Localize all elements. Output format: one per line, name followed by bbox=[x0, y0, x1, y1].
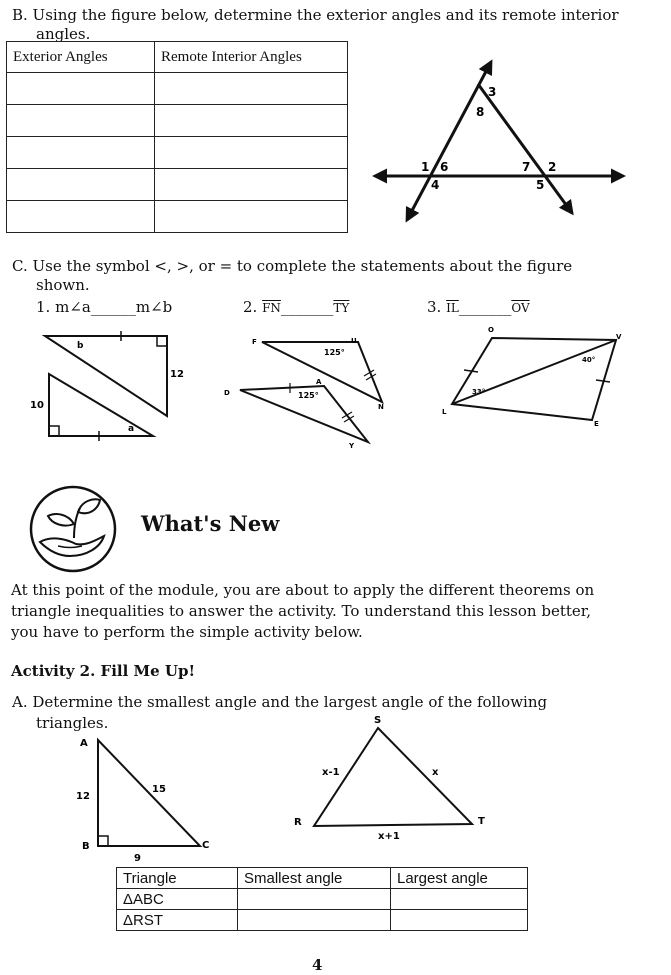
label-a: a bbox=[128, 424, 135, 434]
whats-new-heading: What's New bbox=[141, 511, 280, 536]
label-8: 8 bbox=[476, 105, 485, 119]
side-AB: 12 bbox=[76, 791, 90, 802]
angle-answer-table bbox=[116, 867, 528, 931]
figure-c2 bbox=[220, 330, 400, 455]
answer-cell[interactable] bbox=[7, 137, 155, 169]
whats-new-paragraph bbox=[11, 580, 623, 643]
label-V: V bbox=[616, 333, 622, 341]
activity-instruction-line2: triangles. bbox=[36, 714, 109, 732]
segment-fn: $\overline{FN}$ bbox=[262, 301, 281, 315]
item-number: 2. bbox=[243, 298, 258, 316]
answer-cell[interactable] bbox=[155, 73, 348, 105]
header-largest-angle: Largest angle bbox=[391, 868, 528, 889]
paragraph-line: At this point of the module, you are about to apply the different theorems on bbox=[11, 581, 595, 599]
label-N: N bbox=[378, 403, 384, 411]
answer-blank[interactable]: ______ bbox=[90, 298, 136, 316]
label-33: 33° bbox=[472, 388, 486, 396]
label-7: 7 bbox=[522, 160, 531, 174]
triangle-name: ΔRST bbox=[117, 910, 238, 931]
segment-il: $\overline{IL}$ bbox=[446, 301, 459, 315]
exterior-angles-figure bbox=[365, 58, 635, 233]
label-E: E bbox=[594, 420, 599, 428]
answer-cell[interactable] bbox=[7, 201, 155, 233]
side-RT: x+1 bbox=[378, 831, 400, 842]
label-40: 40° bbox=[582, 356, 596, 364]
side-RS: x-1 bbox=[322, 767, 340, 778]
right-line bbox=[478, 84, 572, 213]
vertex-C: C bbox=[202, 840, 210, 851]
label-O: O bbox=[488, 326, 494, 334]
section-b-instruction-line1: B. Using the figure below, determine the exterior angles and its remote interior bbox=[12, 6, 619, 24]
table-row bbox=[7, 201, 348, 233]
triangle-abc bbox=[70, 732, 220, 867]
table-header-row bbox=[117, 868, 528, 889]
answer-blank[interactable]: _______ bbox=[280, 298, 334, 316]
answer-cell[interactable] bbox=[391, 889, 528, 910]
vertex-B: B bbox=[82, 841, 90, 852]
seedling-hand-icon bbox=[28, 484, 118, 574]
answer-cell[interactable] bbox=[7, 169, 155, 201]
segment-ty: $\overline{TY}$ bbox=[333, 301, 350, 315]
answer-cell[interactable] bbox=[238, 889, 391, 910]
label-U: U bbox=[351, 337, 357, 345]
item-number: 3. bbox=[427, 298, 442, 316]
label-6: 6 bbox=[440, 160, 449, 174]
statement-2 bbox=[243, 297, 349, 318]
header-exterior-angles: Exterior Angles bbox=[7, 42, 155, 73]
label-125-top: 125° bbox=[324, 348, 345, 357]
header-remote-interior-angles: Remote Interior Angles bbox=[155, 42, 348, 73]
section-b-instruction-line2: angles. bbox=[36, 25, 91, 43]
label-4: 4 bbox=[431, 178, 440, 192]
paragraph-line: triangle inequalities to answer the activity. To understand this lesson better, bbox=[11, 602, 592, 620]
section-c-instruction-line1: C. Use the symbol <, >, or = to complete the statements about the figure bbox=[12, 257, 573, 275]
label-b: b bbox=[77, 341, 84, 351]
figure-c1 bbox=[25, 330, 185, 445]
label-Y: Y bbox=[349, 442, 355, 450]
activity-instruction-line1: A. Determine the smallest angle and the largest angle of the following bbox=[12, 693, 548, 711]
label-2: 2 bbox=[548, 160, 557, 174]
answer-cell[interactable] bbox=[7, 73, 155, 105]
answer-cell[interactable] bbox=[7, 105, 155, 137]
segment-ov: $\overline{OV}$ bbox=[511, 301, 530, 315]
label-125-bottom: 125° bbox=[298, 391, 319, 400]
table-row bbox=[117, 910, 528, 931]
figure-c3 bbox=[438, 322, 628, 432]
paragraph-line: you have to perform the simple activity below. bbox=[11, 623, 363, 641]
label-10: 10 bbox=[30, 400, 44, 411]
answer-cell[interactable] bbox=[238, 910, 391, 931]
answer-cell[interactable] bbox=[155, 105, 348, 137]
header-smallest-angle: Smallest angle bbox=[238, 868, 391, 889]
side-BC: 9 bbox=[134, 853, 141, 864]
vertex-S: S bbox=[374, 715, 382, 726]
table-row bbox=[7, 105, 348, 137]
header-triangle: Triangle bbox=[117, 868, 238, 889]
section-c-instruction-line2: shown. bbox=[36, 276, 90, 294]
label-1: 1 bbox=[421, 160, 430, 174]
side-AC: 15 bbox=[152, 784, 166, 795]
triangle-name: ΔABC bbox=[117, 889, 238, 910]
label-L: L bbox=[442, 408, 447, 416]
label-5: 5 bbox=[536, 178, 545, 192]
answer-cell[interactable] bbox=[155, 137, 348, 169]
table-row bbox=[7, 137, 348, 169]
table-row bbox=[7, 169, 348, 201]
label-A: A bbox=[316, 378, 322, 386]
label-D: D bbox=[224, 389, 230, 397]
triangle-rst bbox=[288, 710, 498, 845]
item-number: 1. bbox=[36, 298, 51, 316]
angle-b: m∠b bbox=[135, 298, 173, 316]
answer-cell[interactable] bbox=[155, 169, 348, 201]
answer-cell[interactable] bbox=[155, 201, 348, 233]
exterior-angles-table bbox=[6, 41, 348, 233]
page-number: 4 bbox=[312, 956, 323, 974]
table-row bbox=[7, 73, 348, 105]
label-3: 3 bbox=[488, 85, 497, 99]
vertex-R: R bbox=[294, 817, 302, 828]
answer-blank[interactable]: _______ bbox=[458, 298, 512, 316]
side-ST: x bbox=[432, 767, 439, 778]
vertex-T: T bbox=[478, 816, 485, 827]
statement-3 bbox=[427, 297, 530, 318]
answer-cell[interactable] bbox=[391, 910, 528, 931]
label-F: F bbox=[252, 338, 257, 346]
angle-a: m∠a bbox=[55, 298, 91, 316]
label-12: 12 bbox=[170, 369, 184, 380]
statement-1 bbox=[36, 297, 172, 317]
table-row bbox=[117, 889, 528, 910]
activity-title: Activity 2. Fill Me Up! bbox=[11, 662, 196, 680]
vertex-A: A bbox=[80, 738, 88, 749]
